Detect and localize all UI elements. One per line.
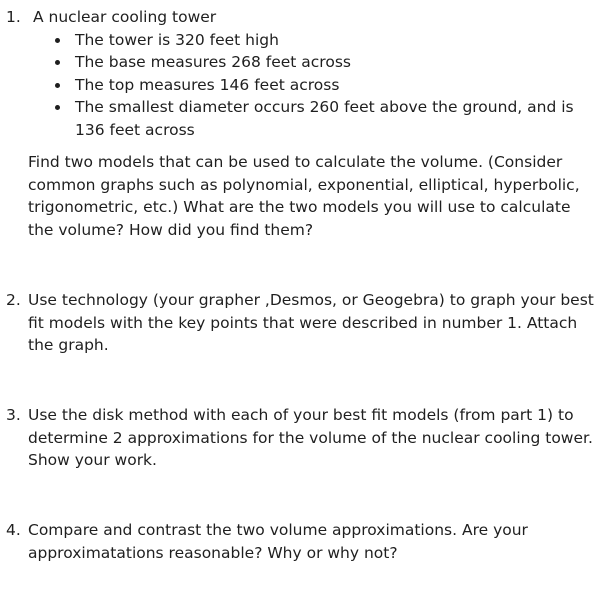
bullet-dot-icon [55,83,60,88]
question-3-text: Use the disk method with each of your best fit models (from part 1) to determine 2 approximations for the volume of the nuclear cooling tower. Show your work. [28,406,593,469]
bullet-item [0,51,587,74]
bullet-item [0,29,587,52]
bullet-text: The tower is 320 feet high [75,30,279,49]
question-1-title: A nuclear cooling tower [33,8,217,26]
question-1-bullet-list [0,29,601,142]
question-1-prompt: Find two models that can be used to calculate the volume. (Consider common graphs such as polynomial, exponential, elliptical, hyperbolic, trigonometric, etc.) What are the two models you will use to calculate the volume? How did you find them? [28,153,580,239]
bullet-dot-icon [55,38,60,43]
question-1-number: 1. [6,8,21,26]
question-2-number: 2. [6,291,21,309]
bullet-item [0,74,587,97]
bullet-dot-icon [55,60,60,65]
question-2-text: Use technology (your grapher ,Desmos, or Geogebra) to graph your best fit models with the key points that were described in number 1. Attach the graph. [28,291,594,354]
bullet-text: The base measures 268 feet across [75,53,351,71]
bullet-item [0,96,587,141]
bullet-text: The top measures 146 feet across [75,75,340,94]
question-4-number: 4. [6,521,21,539]
question-4-text: Compare and contrast the two volume approximations. Are your approximatations reasonable? Why or why not? [28,521,528,562]
question-3-number: 3. [6,406,21,424]
bullet-dot-icon [55,105,60,110]
bullet-text: The smallest diameter occurs 260 feet above the ground, and is 136 feet across [75,98,574,139]
